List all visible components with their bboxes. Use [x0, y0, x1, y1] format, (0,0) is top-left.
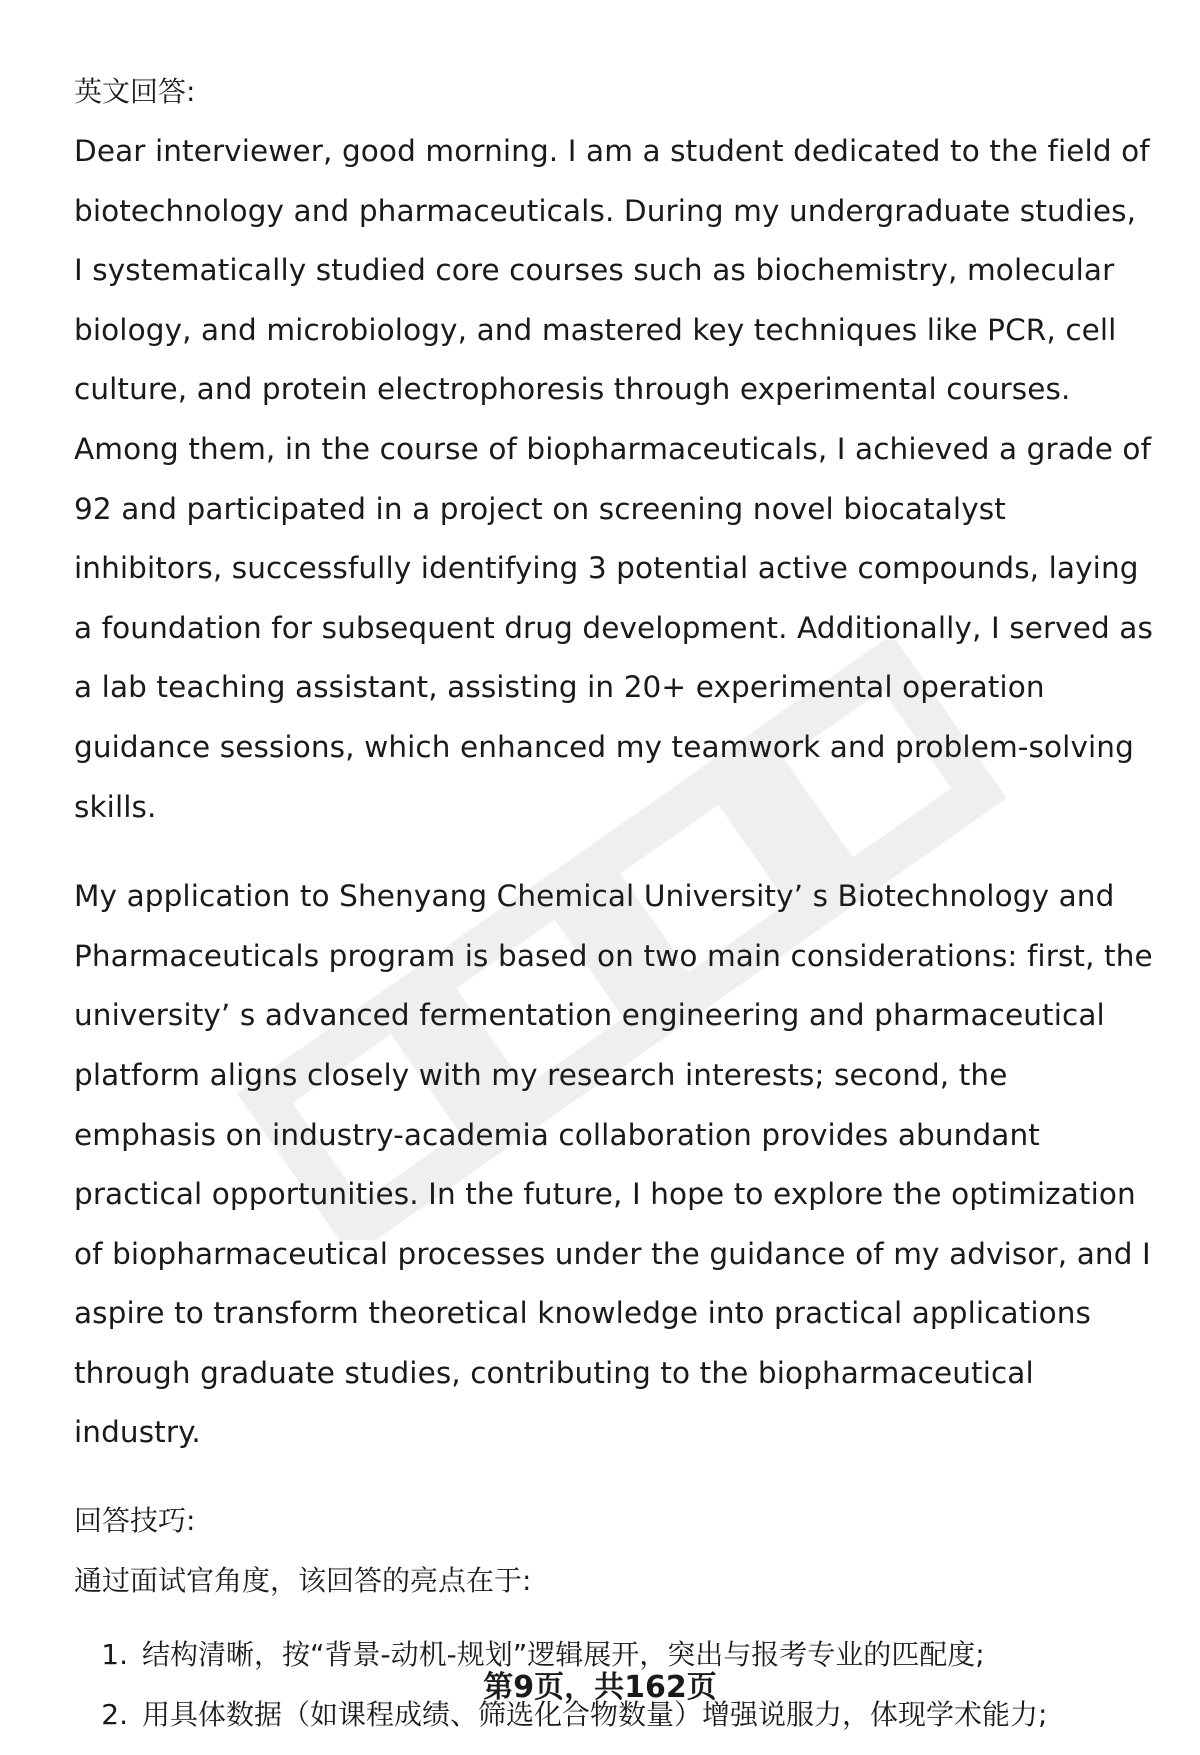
page-number-footer: 第9页，共162页: [483, 1670, 717, 1705]
list-item-text: 结构清晰，按“背景-动机-规划”逻辑展开，突出与报考专业的匹配度;: [142, 1638, 985, 1672]
answer-heading: 英文回答:: [74, 75, 196, 108]
list-item-text: 用具体数据（如课程成绩、筛选化合物数量）增强说服力，体现学术能力;: [142, 1698, 1048, 1732]
list-item-number: 2.: [101, 1698, 128, 1732]
list-item-number: 1.: [101, 1638, 128, 1672]
tips-heading: 回答技巧:: [74, 1504, 196, 1538]
tips-intro: 通过面试官角度，该回答的亮点在于:: [74, 1564, 532, 1598]
answer-paragraph-2: My application to Shenyang Chemical University’ s Biotechnology and Pharmaceuticals program is based on two main considerations: first, the university’ s advanced fermentation engineering and pharmaceutical platform aligns closely with my research interests; second, the emphasis on industry-academia collaboration provides abundant practical opportunities. In the future, I hope to explore the optimization of biopharmaceutical processes under the guidance of my advisor, and I aspire to transform theoretical knowledge into practical applications through graduate studies, contributing to the biopharmaceutical industry.: [74, 879, 1153, 1450]
answer-paragraph-1: Dear interviewer, good morning. I am a student dedicated to the field of biotechnology and pharmaceuticals. During my undergraduate studies, I systematically studied core courses such as biochemistry, molecular biology, and microbiology, and mastered key techniques like PCR, cell culture, and protein electrophoresis through experimental courses. Among them, in the course of biopharmaceuticals, I achieved a grade of 92 and participated in a project on screening novel biocatalyst inhibitors, successfully identifying 3 potential active compounds, laying a foundation for subsequent drug development. Additionally, I served as a lab teaching assistant, assisting in 20+ experimental operation guidance sessions, which enhanced my teamwork and problem-solving skills.: [74, 134, 1153, 824]
document-body: [74, 62, 1154, 1745]
